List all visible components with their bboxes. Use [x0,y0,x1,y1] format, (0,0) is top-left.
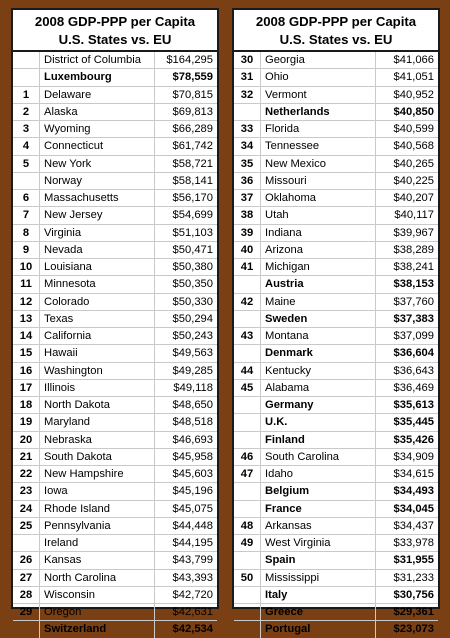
rank-cell [234,604,261,621]
name-cell: Washington [40,362,155,379]
table-row [13,517,217,534]
value-cell: $45,075 [155,500,218,517]
name-cell: Delaware [40,86,155,103]
table-row [234,345,438,362]
name-cell: Oklahoma [261,190,376,207]
rank-cell: 10 [13,259,40,276]
value-cell: $35,426 [376,431,439,448]
value-cell: $49,285 [155,362,218,379]
name-cell: California [40,328,155,345]
rank-cell [234,103,261,120]
name-cell: Florida [261,121,376,138]
rank-cell: 41 [234,259,261,276]
rank-cell [234,586,261,603]
table-row [234,224,438,241]
value-cell: $164,295 [155,52,218,69]
value-cell: $40,207 [376,190,439,207]
table-row [234,310,438,327]
value-cell: $58,721 [155,155,218,172]
rank-cell: 36 [234,172,261,189]
value-cell: $40,568 [376,138,439,155]
rank-cell: 5 [13,155,40,172]
table-row [234,397,438,414]
name-cell: Italy [261,586,376,603]
value-cell: $48,650 [155,397,218,414]
rank-cell: 26 [13,552,40,569]
rank-cell: 50 [234,569,261,586]
table-row [13,103,217,120]
table-row [13,604,217,621]
name-cell: U.K. [261,414,376,431]
value-cell: $69,813 [155,103,218,120]
rank-cell: 29 [13,604,40,621]
name-cell: Belgium [261,483,376,500]
value-cell: $70,815 [155,86,218,103]
table-row [234,379,438,396]
value-cell: $61,742 [155,138,218,155]
value-cell: $36,643 [376,362,439,379]
name-cell: Germany [261,397,376,414]
value-cell: $41,051 [376,69,439,86]
table-row [234,586,438,603]
rank-cell: 42 [234,293,261,310]
name-cell: Georgia [261,52,376,69]
rank-cell: 7 [13,207,40,224]
rank-cell [234,552,261,569]
right-table [234,52,438,638]
rank-cell: 14 [13,328,40,345]
table-row [234,362,438,379]
rank-cell: 31 [234,69,261,86]
value-cell: $36,604 [376,345,439,362]
rank-cell [13,172,40,189]
name-cell: North Dakota [40,397,155,414]
value-cell: $34,493 [376,483,439,500]
value-cell: $51,103 [155,224,218,241]
rank-cell: 25 [13,517,40,534]
table-row [13,69,217,86]
value-cell: $38,241 [376,259,439,276]
name-cell: Utah [261,207,376,224]
value-cell: $40,599 [376,121,439,138]
value-cell: $48,518 [155,414,218,431]
rank-cell: 3 [13,121,40,138]
value-cell: $34,045 [376,500,439,517]
value-cell: $40,117 [376,207,439,224]
value-cell: $40,265 [376,155,439,172]
name-cell: Ohio [261,69,376,86]
name-cell: Connecticut [40,138,155,155]
rank-cell: 34 [234,138,261,155]
name-cell: Greece [261,604,376,621]
value-cell: $40,225 [376,172,439,189]
table-row [234,276,438,293]
rank-cell: 24 [13,500,40,517]
table-row [13,379,217,396]
name-cell: Wyoming [40,121,155,138]
rank-cell [234,414,261,431]
rank-cell [13,69,40,86]
value-cell: $42,631 [155,604,218,621]
name-cell: Iowa [40,483,155,500]
table-row [13,259,217,276]
value-cell: $45,196 [155,483,218,500]
name-cell: Idaho [261,466,376,483]
name-cell: Sweden [261,310,376,327]
name-cell: West Virginia [261,535,376,552]
table-row [13,431,217,448]
left-title-line-1: 2008 GDP-PPP per Capita [34,14,196,29]
table-row [234,138,438,155]
rank-cell [234,345,261,362]
rank-cell: 32 [234,86,261,103]
value-cell: $42,720 [155,586,218,603]
table-row [13,569,217,586]
value-cell: $54,699 [155,207,218,224]
rank-cell: 30 [234,52,261,69]
value-cell: $33,978 [376,535,439,552]
value-cell: $37,099 [376,328,439,345]
name-cell: Minnesota [40,276,155,293]
name-cell: New Jersey [40,207,155,224]
rank-cell: 20 [13,431,40,448]
table-row [13,448,217,465]
table-row [234,52,438,69]
table-row [234,207,438,224]
rank-cell: 1 [13,86,40,103]
table-row [234,190,438,207]
rank-cell: 49 [234,535,261,552]
name-cell: New York [40,155,155,172]
right-title-line-2: U.S. States vs. EU [279,32,393,47]
table-row [13,483,217,500]
table-row [13,621,217,638]
rank-cell [234,431,261,448]
value-cell: $58,141 [155,172,218,189]
rank-cell: 38 [234,207,261,224]
right-panel [232,8,440,636]
value-cell: $66,289 [155,121,218,138]
table-row [234,431,438,448]
rank-cell: 2 [13,103,40,120]
rank-cell: 45 [234,379,261,396]
table-row [234,535,438,552]
value-cell: $43,393 [155,569,218,586]
rank-cell: 16 [13,362,40,379]
table-row [234,121,438,138]
value-cell: $34,615 [376,466,439,483]
rank-cell: 39 [234,224,261,241]
name-cell: Rhode Island [40,500,155,517]
value-cell: $42,534 [172,623,213,636]
rank-cell: 40 [234,241,261,258]
name-cell: Virginia [40,224,155,241]
table-row [234,293,438,310]
value-cell: $34,909 [376,448,439,465]
value-cell: $50,294 [155,310,218,327]
value-cell: $50,471 [155,241,218,258]
value-cell: $29,361 [376,604,439,621]
name-cell: District of Columbia [40,52,155,69]
value-cell: $50,330 [155,293,218,310]
name-cell: New Mexico [261,155,376,172]
left-title-line-2: U.S. States vs. EU [58,32,172,47]
rank-cell [234,310,261,327]
rank-cell: 21 [13,448,40,465]
rank-cell: 4 [13,138,40,155]
table-row [234,241,438,258]
value-cell: $49,118 [155,379,218,396]
rank-cell [234,483,261,500]
table-row [13,241,217,258]
table-row [13,362,217,379]
rank-cell [234,276,261,293]
name-cell: South Dakota [40,448,155,465]
left-table [13,52,217,638]
rank-cell: 43 [234,328,261,345]
right-title [234,10,438,52]
name-cell: Tennessee [261,138,376,155]
rank-cell: 18 [13,397,40,414]
value-cell: $35,445 [376,414,439,431]
rank-cell: 44 [234,362,261,379]
value-cell: $43,799 [155,552,218,569]
value-cell: $23,073 [393,623,434,636]
value-cell: $50,350 [155,276,218,293]
name-cell: Hawaii [40,345,155,362]
table-row [234,448,438,465]
value-cell: $78,559 [155,69,218,86]
table-row [234,621,438,638]
table-row [13,155,217,172]
table-row [234,483,438,500]
rank-cell [234,397,261,414]
rank-cell: 35 [234,155,261,172]
name-cell: Norway [40,172,155,189]
rank-cell: 19 [13,414,40,431]
rank-cell: 12 [13,293,40,310]
name-cell: Luxembourg [40,69,155,86]
name-cell: Oregon [40,604,155,621]
value-cell: $44,448 [155,517,218,534]
name-cell: Texas [40,310,155,327]
left-title [13,10,217,52]
table-row [234,69,438,86]
name-cell: Finland [261,431,376,448]
table-row [13,172,217,189]
table-row [13,207,217,224]
value-cell: $50,380 [155,259,218,276]
table-row [234,86,438,103]
value-cell: $46,693 [155,431,218,448]
rank-cell: 23 [13,483,40,500]
name-cell: Alabama [261,379,376,396]
rank-cell: 47 [234,466,261,483]
name-cell: Montana [261,328,376,345]
name-cell: Denmark [261,345,376,362]
rank-cell [234,621,261,638]
name-cell: Arizona [261,241,376,258]
name-cell: North Carolina [40,569,155,586]
value-cell: $31,955 [376,552,439,569]
name-cell: Spain [261,552,376,569]
table-row [13,328,217,345]
rank-cell: 13 [13,310,40,327]
table-row [13,293,217,310]
name-cell: Austria [261,276,376,293]
name-cell: Maryland [40,414,155,431]
value-cell: $37,760 [376,293,439,310]
table-row [234,569,438,586]
value-cell: $34,437 [376,517,439,534]
table-row [234,172,438,189]
table-row [13,121,217,138]
value-cell: $40,952 [376,86,439,103]
rank-cell: 48 [234,517,261,534]
value-cell: $44,195 [155,535,218,552]
name-cell: Wisconsin [40,586,155,603]
table-row [234,414,438,431]
table-row [13,276,217,293]
table-row [234,604,438,621]
right-title-line-1: 2008 GDP-PPP per Capita [255,14,417,29]
value-cell: $49,563 [155,345,218,362]
table-row [13,552,217,569]
rank-cell: 17 [13,379,40,396]
table-row [234,328,438,345]
name-cell: Arkansas [261,517,376,534]
name-cell: Pennsylvania [40,517,155,534]
rank-cell [13,535,40,552]
value-cell: $31,233 [376,569,439,586]
value-cell: $35,613 [376,397,439,414]
rank-cell: 28 [13,586,40,603]
name-cell: Missouri [261,172,376,189]
table-row [13,86,217,103]
value-cell: $50,243 [155,328,218,345]
name-cell: Kentucky [261,362,376,379]
table-row [13,52,217,69]
table-row [234,103,438,120]
name-cell: Maine [261,293,376,310]
name-cell: Colorado [40,293,155,310]
name-cell: Nevada [40,241,155,258]
rank-cell: 11 [13,276,40,293]
rank-cell [234,500,261,517]
rank-cell: 33 [234,121,261,138]
rank-cell: 15 [13,345,40,362]
name-cell: Illinois [40,379,155,396]
table-row [13,466,217,483]
name-cell: France [261,500,376,517]
table-row [234,500,438,517]
table-row [13,224,217,241]
left-panel [11,8,219,636]
value-cell: $30,756 [376,586,439,603]
table-row [234,466,438,483]
value-cell: $41,066 [376,52,439,69]
rank-cell: 8 [13,224,40,241]
name-cell: Netherlands [261,103,376,120]
rank-cell: 22 [13,466,40,483]
value-cell: $38,153 [376,276,439,293]
rank-cell: 9 [13,241,40,258]
name-cell: Indiana [261,224,376,241]
value-cell: $56,170 [155,190,218,207]
value-cell: $39,967 [376,224,439,241]
table-row [13,500,217,517]
rank-cell: 6 [13,190,40,207]
name-cell: Nebraska [40,431,155,448]
name-cell: Vermont [261,86,376,103]
name-cell: Ireland [40,535,155,552]
name-cell: Louisiana [40,259,155,276]
rank-cell: 37 [234,190,261,207]
table-row [13,310,217,327]
name-cell: South Carolina [261,448,376,465]
table-row [13,414,217,431]
name-cell: Mississippi [261,569,376,586]
name-cell: Alaska [40,103,155,120]
table-row [234,259,438,276]
value-cell: $38,289 [376,241,439,258]
name-cell: Kansas [40,552,155,569]
value-cell: $40,850 [376,103,439,120]
table-row [13,397,217,414]
table-row [234,552,438,569]
rank-cell [13,621,40,638]
name-cell: Michigan [261,259,376,276]
value-cell: $36,469 [376,379,439,396]
value-cell: $45,603 [155,466,218,483]
name-cell: New Hampshire [40,466,155,483]
table-row [13,535,217,552]
rank-cell: 46 [234,448,261,465]
table-row [234,155,438,172]
table-row [13,586,217,603]
value-cell: $37,383 [376,310,439,327]
name-cell: Portugal [261,621,376,638]
value-cell: $45,958 [155,448,218,465]
table-row [234,517,438,534]
rank-cell [13,52,40,69]
table-row [13,345,217,362]
name-cell: Switzerland [40,621,155,638]
name-cell: Massachusetts [40,190,155,207]
table-row [13,190,217,207]
table-row [13,138,217,155]
rank-cell: 27 [13,569,40,586]
